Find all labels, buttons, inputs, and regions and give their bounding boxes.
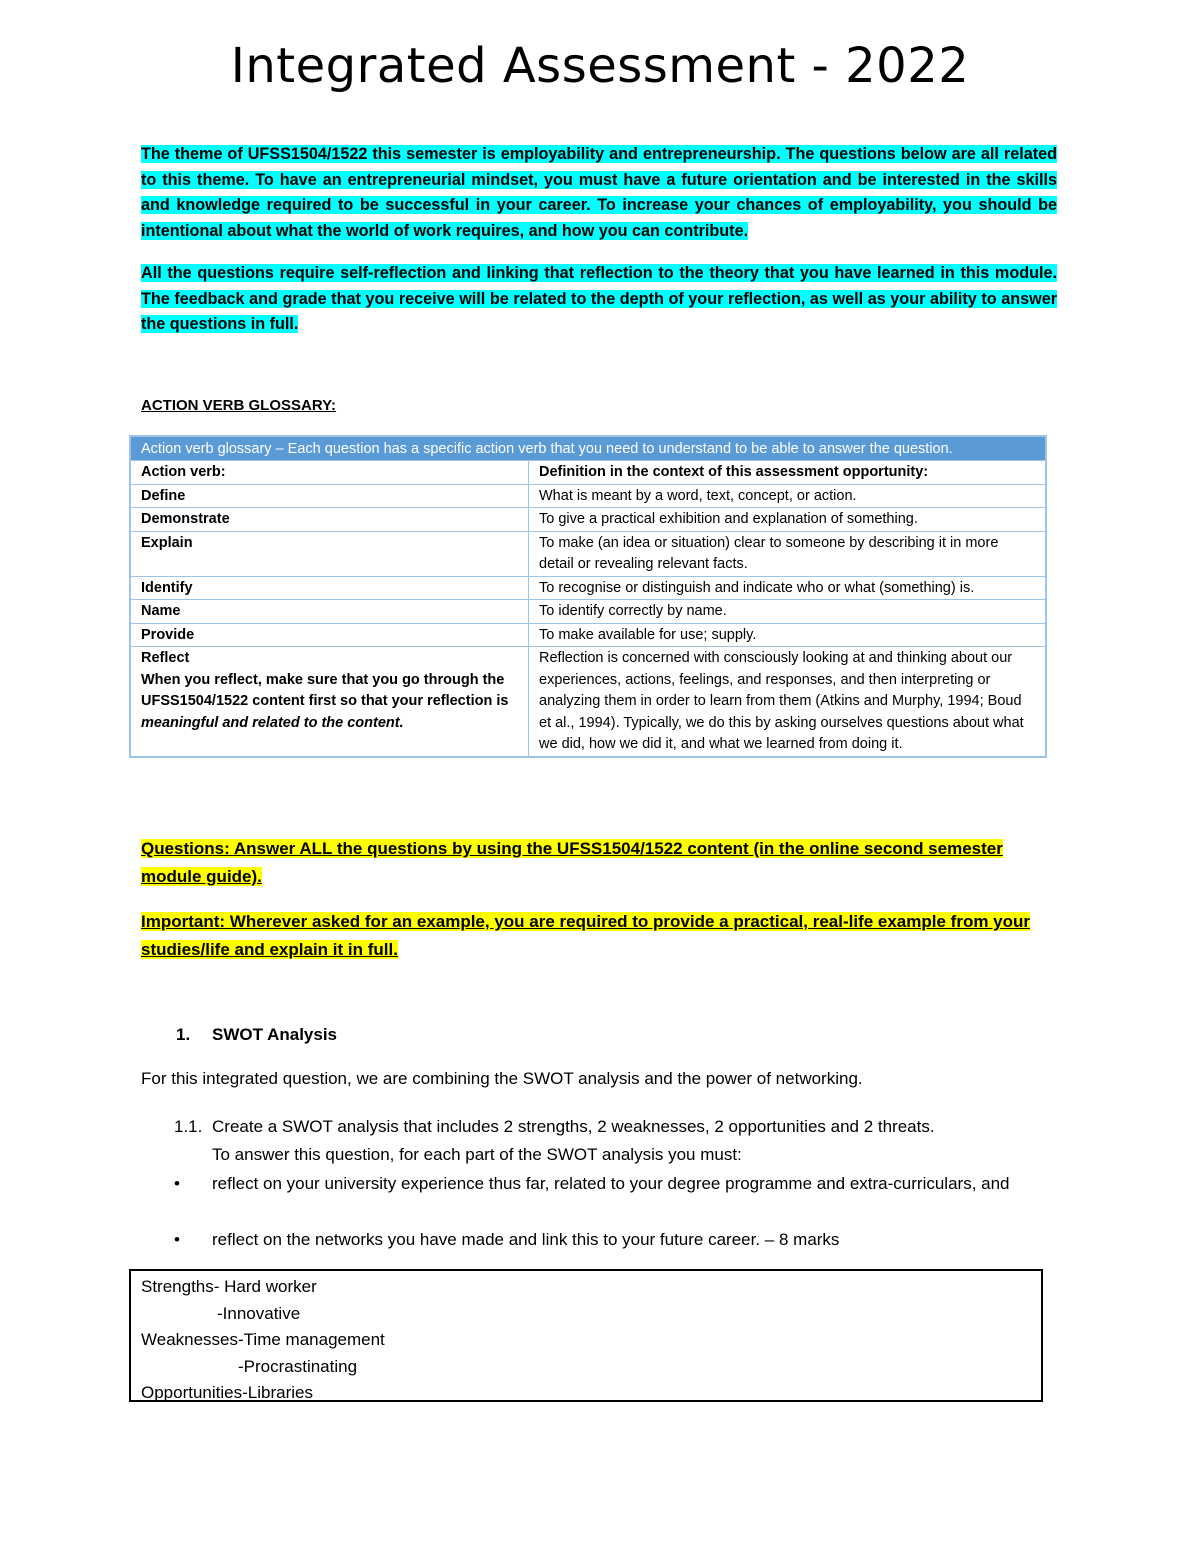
- definition-cell: What is meant by a word, text, concept, or action.: [529, 484, 1047, 508]
- definition-cell: To identify correctly by name.: [529, 600, 1047, 624]
- section-intro: For this integrated question, we are combining the SWOT analysis and the power of networking.: [141, 1069, 863, 1088]
- subquestion-number: 1.1.: [174, 1117, 203, 1136]
- definition-cell: To recognise or distinguish and indicate who or what (something) is.: [529, 576, 1047, 600]
- definition-cell: To make available for use; supply.: [529, 623, 1047, 647]
- reflect-note-text: When you reflect, make sure that you go through the UFSS1504/1522 content first so that your reflection is: [141, 671, 509, 709]
- table-row: [130, 623, 1046, 647]
- intro-paragraph-2: [141, 261, 1057, 338]
- bullet-text-2: reflect on the networks you have made and link this to your future career. – 8 marks: [212, 1230, 840, 1249]
- section-title: SWOT Analysis: [212, 1025, 338, 1044]
- list-item: [174, 1170, 1054, 1198]
- verb-cell: Provide: [130, 623, 529, 647]
- column-header-definition: Definition in the context of this assessment opportunity:: [529, 461, 1047, 485]
- answer-box[interactable]: [129, 1269, 1043, 1402]
- questions-note: [141, 835, 1057, 891]
- subquestion-line-1: Create a SWOT analysis that includes 2 strengths, 2 weaknesses, 2 opportunities and 2 threats.: [212, 1117, 935, 1136]
- answer-line-4: -Procrastinating: [238, 1356, 358, 1376]
- important-note: [141, 908, 1057, 964]
- answer-line-1: Strengths- Hard worker: [141, 1277, 317, 1296]
- questions-note-text: Questions: Answer ALL the questions by using the UFSS1504/1522 content (in the online second semester module guide).: [141, 839, 1003, 886]
- bullet-icon: •: [174, 1230, 180, 1249]
- verb-cell: Name: [130, 600, 529, 624]
- verb-cell: Define: [130, 484, 529, 508]
- verb-cell: Identify: [130, 576, 529, 600]
- answer-line-2: -Innovative: [217, 1303, 301, 1323]
- verb-cell-reflect: [130, 647, 529, 757]
- intro-text-2: All the questions require self-reflection and linking that reflection to the theory that you have learned in this module. The feedback and grade that you receive will be related to the depth of your reflection, as well as your ability to answer the questions in full.: [141, 264, 1057, 333]
- bullet-icon: •: [174, 1174, 180, 1193]
- table-row: [130, 484, 1046, 508]
- glossary-column-header-row: [130, 461, 1046, 485]
- reflect-verb: Reflect: [141, 650, 190, 666]
- bullet-text-1: reflect on your university experience thus far, related to your degree programme and extra-curriculars, and: [212, 1174, 1010, 1193]
- answer-line-3: Weaknesses-Time management: [141, 1330, 385, 1349]
- intro-paragraph-1: [141, 142, 1057, 244]
- important-note-text: Important: Wherever asked for an example, you are required to provide a practical, real-life example from your studies/life and explain it in full.: [141, 912, 1031, 959]
- definition-cell-reflect: Reflection is concerned with consciously looking at and thinking about our experiences, actions, feelings, and responses, and then interpreting or analyzing them in order to learn from them (Atkins and Murphy, 1994; Boud et al., 1994). Typically, we do this by asking ourselves questions about what we did, how we did it, and what we learned from doing it.: [529, 647, 1047, 757]
- answer-line-5: Opportunities-Libraries: [141, 1383, 313, 1402]
- verb-cell: Explain: [130, 531, 529, 576]
- glossary-heading: ACTION VERB GLOSSARY:: [141, 397, 337, 414]
- table-row: [130, 600, 1046, 624]
- intro-text-1: The theme of UFSS1504/1522 this semester is employability and entrepreneurship. The questions below are all related to this theme. To have an entrepreneurial mindset, you must have a future orientation and be interested in the skills and knowledge required to be successful in your career. To increase your chances of employability, you should be intentional about what the world of work requires, and how you can contribute.: [141, 145, 1057, 240]
- table-row: [130, 508, 1046, 532]
- list-item: [174, 1226, 1054, 1254]
- verb-cell: Demonstrate: [130, 508, 529, 532]
- table-row: [130, 531, 1046, 576]
- glossary-header-row: [130, 436, 1046, 461]
- glossary-header: Action verb glossary – Each question has a specific action verb that you need to understand to be able to answer the question.: [130, 436, 1046, 461]
- page-title: Integrated Assessment - 2022: [230, 38, 970, 94]
- subquestion-1-1: [174, 1113, 1054, 1169]
- action-verb-glossary-table: [129, 435, 1047, 758]
- table-row: [130, 576, 1046, 600]
- table-row-reflect: [130, 647, 1046, 757]
- reflect-note-italic: meaningful and related to the content.: [141, 714, 404, 731]
- definition-cell: To give a practical exhibition and explanation of something.: [529, 508, 1047, 532]
- column-header-verb: Action verb:: [130, 461, 529, 485]
- definition-cell: To make (an idea or situation) clear to someone by describing it in more detail or revealing relevant facts.: [529, 531, 1047, 576]
- section-number: 1.: [176, 1025, 191, 1044]
- section-heading: [176, 1025, 337, 1045]
- subquestion-line-2: To answer this question, for each part of the SWOT analysis you must:: [212, 1145, 742, 1164]
- reflect-note: [141, 670, 520, 735]
